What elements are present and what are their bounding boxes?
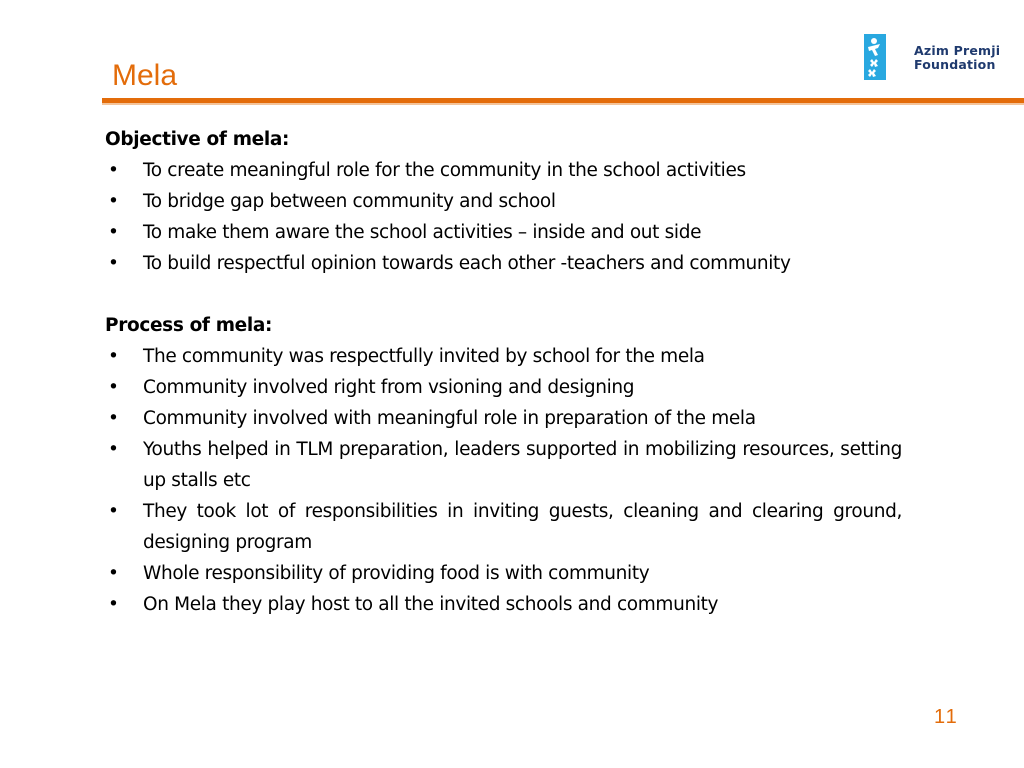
list-item — [105, 155, 902, 186]
list-item — [105, 589, 902, 620]
section-spacer — [105, 279, 902, 310]
list-item-text: To build respectful opinion towards each other -teachers and community — [143, 253, 791, 274]
bullet-icon: • — [108, 160, 119, 181]
bullet-icon: • — [108, 346, 119, 367]
slide-title: Mela — [112, 59, 178, 92]
list-item-text: Community involved with meaningful role in preparation of the mela — [143, 408, 756, 429]
objective-list — [105, 155, 902, 279]
process-section — [105, 310, 902, 620]
list-item — [105, 341, 902, 372]
title-underline-shadow — [102, 103, 1024, 105]
slide-body — [105, 124, 902, 620]
process-heading: Process of mela: — [105, 315, 273, 336]
list-item — [105, 217, 902, 248]
list-item-text: To create meaningful role for the community in the school activities — [143, 160, 746, 181]
list-item-text: The community was respectfully invited by school for the mela — [143, 346, 705, 367]
list-item-text: On Mela they play host to all the invited schools and community — [143, 594, 719, 615]
foundation-logo — [864, 34, 1001, 82]
list-item — [105, 186, 902, 217]
list-item-text: Youths helped in TLM preparation, leaders supported in mobilizing resources, setting up stalls etc — [143, 439, 902, 491]
list-item-text: They took lot of responsibilities in inviting guests, cleaning and clearing ground, designing program — [143, 501, 902, 553]
list-item-text: To bridge gap between community and school — [143, 191, 556, 212]
list-item — [105, 403, 902, 434]
process-list — [105, 341, 902, 620]
logo-line-1: Azim Premji — [914, 43, 1001, 58]
logo-line-2: Foundation — [914, 57, 996, 72]
bullet-icon: • — [108, 222, 119, 243]
list-item — [105, 434, 902, 496]
bullet-icon: • — [108, 191, 119, 212]
bullet-icon: • — [108, 594, 119, 615]
objective-section — [105, 124, 902, 279]
azim-premji-foundation-logo-icon — [864, 34, 910, 80]
list-item — [105, 558, 902, 589]
list-item — [105, 372, 902, 403]
list-item — [105, 248, 902, 279]
list-item-text: Whole responsibility of providing food is with community — [143, 563, 650, 584]
list-item-text: Community involved right from vsioning and designing — [143, 377, 635, 398]
objective-heading: Objective of mela: — [105, 129, 290, 150]
bullet-icon: • — [108, 377, 119, 398]
bullet-icon: • — [108, 501, 119, 522]
page-number: 11 — [934, 706, 959, 728]
list-item-text: To make them aware the school activities – inside and out side — [143, 222, 702, 243]
bullet-icon: • — [108, 563, 119, 584]
bullet-icon: • — [108, 439, 119, 460]
logo-wordmark — [914, 44, 1000, 72]
bullet-icon: • — [108, 408, 119, 429]
list-item — [105, 496, 902, 558]
bullet-icon: • — [108, 253, 119, 274]
